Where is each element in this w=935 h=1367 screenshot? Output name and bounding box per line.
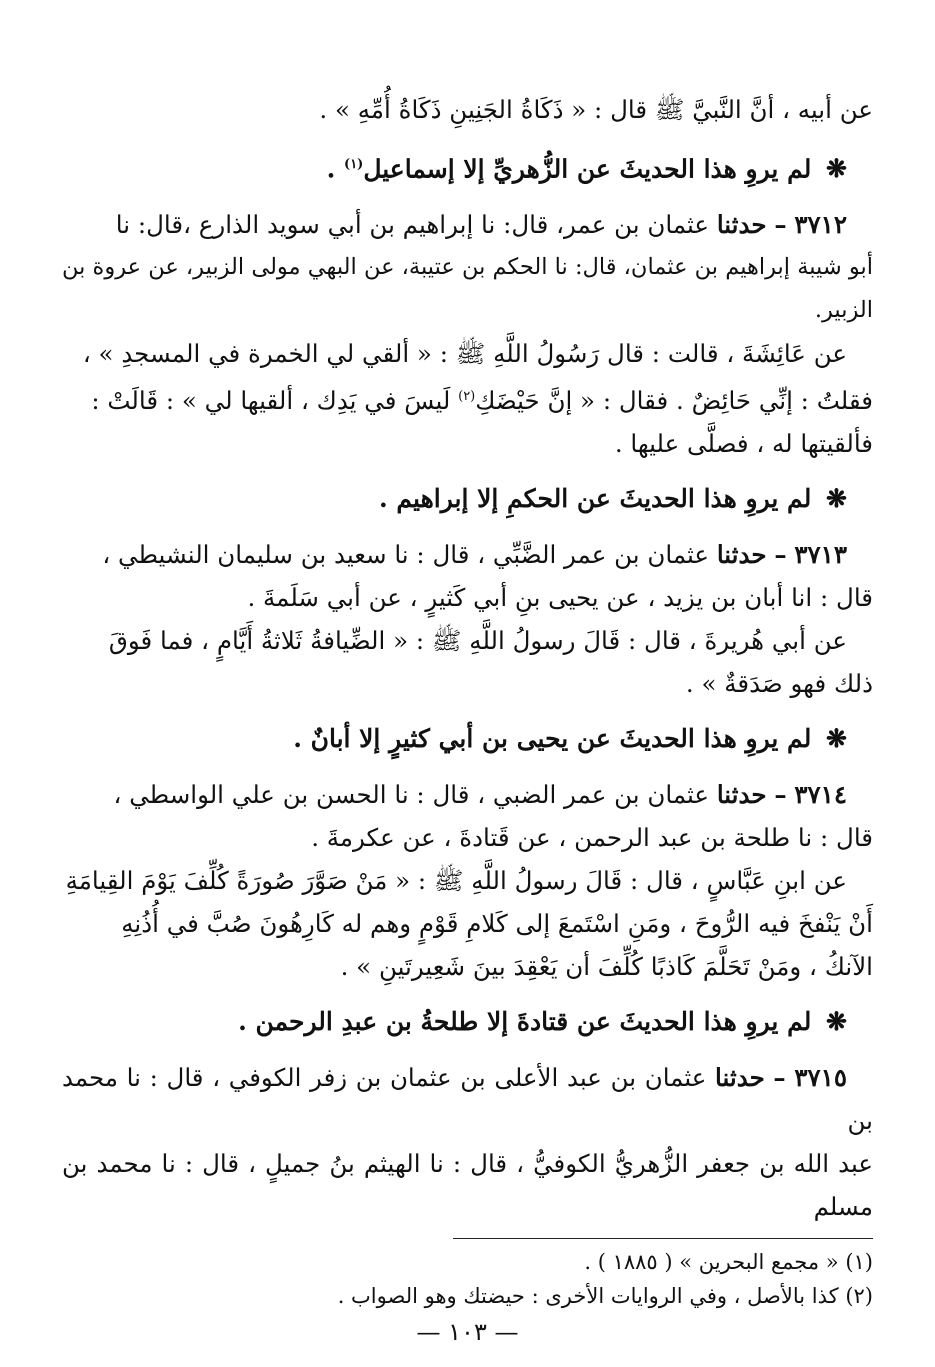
- hadith-number: ٣٧١٤: [794, 780, 847, 810]
- hadith-line: [62, 533, 873, 576]
- hadith-line: أبو شيبة إبراهيم بن عثمان، قال: نا الحكم بن عتيبة، عن البهي مولى الزبير، عن عروة بن الزبير.: [62, 254, 873, 324]
- haddathana: حدثنا: [715, 1063, 765, 1093]
- matn-text: لَيسَ في يَدِك ، ألقيها لي » : قَالَتْ :: [91, 386, 451, 416]
- footnote-text: كذا بالأصل ، وفي الروايات الأخرى : حيضتك وهو الصواب .: [337, 1284, 839, 1309]
- footnote-marker: (١): [845, 1250, 873, 1275]
- dash: –: [774, 780, 787, 810]
- haddathana: حدثنا: [716, 780, 767, 810]
- remark-text: لم يروِ هذا الحديثَ عن قتادةَ إلا طلحةُ بن عبدِ الرحمن .: [238, 1007, 812, 1037]
- remark-text: لم يروِ هذا الحديثَ عن الحكمِ إلا إبراهيم .: [379, 484, 812, 514]
- chain-text: عثمان بن عمر الضَّبِّي ، قال : نا سعيد بن سليمان النشيطي ،: [102, 540, 710, 570]
- remark-heading-2: [62, 477, 873, 521]
- hadith-line: عن ابنِ عَبَّاسٍ ، قال : قَالَ رسولُ اللَّهِ ﷺ : « مَنْ صَوَّرَ صُورَةً كُلِّفَ يَوْمَ القِيامَةِ: [65, 866, 847, 896]
- hadith-number: ٣٧١٢: [794, 210, 847, 240]
- hadith-number: ٣٧١٥: [794, 1063, 847, 1093]
- footnote-divider: [453, 1238, 873, 1239]
- dash: –: [773, 1063, 786, 1093]
- hadith-line: الآنكُ ، ومَنْ تَحَلَّمَ كَاذبًا كُلِّفَ أن يَعْقِدَ بينَ شَعِيرتَينِ » .: [340, 952, 873, 982]
- footnote-1: [62, 1245, 873, 1279]
- dash: –: [774, 540, 787, 570]
- hadith-line: قال : نا طلحة بن عبد الرحمن ، عن قَتادةَ ، عن عكرمةَ .: [311, 823, 873, 853]
- remark-end: .: [326, 154, 336, 184]
- hadith-3712: [62, 203, 873, 465]
- remark-text: لم يروِ هذا الحديثَ عن يحيى بن أبي كثيرٍ إلا أبانٌ .: [293, 724, 812, 754]
- intro-line: عن أبيه ، أنَّ النَّبيَّ ﷺ قال : « ذَكَاةُ الجَنِينِ ذَكَاةُ أُمِّهِ » .: [319, 95, 873, 124]
- hadith-line: [62, 203, 873, 246]
- haddathana: حدثنا: [716, 540, 767, 570]
- footnote-ref-2[interactable]: (٢): [458, 389, 476, 405]
- hadith-3715: [62, 1056, 873, 1228]
- page-number: — ١٠٣ —: [416, 1318, 519, 1346]
- hadith-3713: [62, 533, 873, 705]
- star-ornament-icon: ❋: [826, 484, 847, 514]
- hadith-line: [62, 1056, 873, 1142]
- footnote-2: [62, 1279, 873, 1313]
- remark-heading-1: [62, 143, 873, 191]
- chain-text: عثمان بن عبد الأعلى بن عثمان بن زفر الكوفي ، قال : نا محمد بن: [62, 1063, 873, 1136]
- star-ornament-icon: ❋: [826, 1007, 847, 1037]
- dash: –: [774, 210, 787, 240]
- hadith-line: قال : انا أبان بن يزيد ، عن يحيى بنِ أبي كَثيرٍ ، عن أبي سَلَمةَ .: [247, 583, 873, 613]
- hadith-3714: [62, 773, 873, 988]
- footnote-marker: (٢): [845, 1284, 873, 1309]
- hadith-line: أَنْ يَنْفخَ فيه الرُّوحَ ، ومَنِ اسْتَمعَ إلى كَلامِ قَوْمٍ وهم له كَارِهُونَ صُبَّ في أُذُنِهِ: [121, 909, 873, 939]
- footnote-ref-1[interactable]: (١): [344, 156, 364, 172]
- hadith-line: عن أبي هُريرةَ ، قال : قَالَ رسولُ اللَّهِ ﷺ : « الضِّيافةُ ثَلاثةُ أَيَّامٍ ، فما فَوقَ: [108, 626, 847, 656]
- hadith-number: ٣٧١٣: [794, 540, 847, 570]
- matn-text: فقلتُ : إنِّي حَائِضٌ . فقال : « إنَّ حَيْضَكِ: [475, 386, 873, 416]
- footnote-text: « مجمع البحرين » ( ١٨٨٥ ) .: [584, 1250, 839, 1275]
- haddathana: حدثنا: [716, 210, 767, 240]
- remark-heading-3: [62, 717, 873, 761]
- remark-heading-4: [62, 1000, 873, 1044]
- chain-text: عثمان بن عمر الضبي ، قال : نا الحسن بن علي الواسطي ،: [113, 780, 710, 810]
- hadith-line: ذلك فهو صَدَقةٌ » .: [685, 669, 873, 699]
- remark-text: لم يروِ هذا الحديثَ عن الزُّهريِّ إلا إسماعيل: [363, 154, 812, 184]
- chain-text: عثمان بن عمر، قال: نا إبراهيم بن أبي سويد الذارع ،قال: نا: [115, 210, 710, 240]
- hadith-line: عن عَائِشَةَ ، قالت : قال رَسُولُ اللَّهِ ﷺ : « ألقي لي الخمرة في المسجدِ » ،: [82, 339, 847, 369]
- star-ornament-icon: ❋: [826, 724, 847, 754]
- star-ornament-icon: ❋: [826, 154, 847, 184]
- hadith-line: عبد الله بن جعفر الزُّهريُّ الكوفيُّ ، قال : نا الهيثم بنُ جميلٍ ، قال : نا محمد بن مسلم: [62, 1149, 873, 1222]
- hadith-line: [62, 773, 873, 816]
- hadith-line: [62, 375, 873, 422]
- hadith-line: فألقيتها له ، فصلَّى عليها .: [614, 429, 873, 459]
